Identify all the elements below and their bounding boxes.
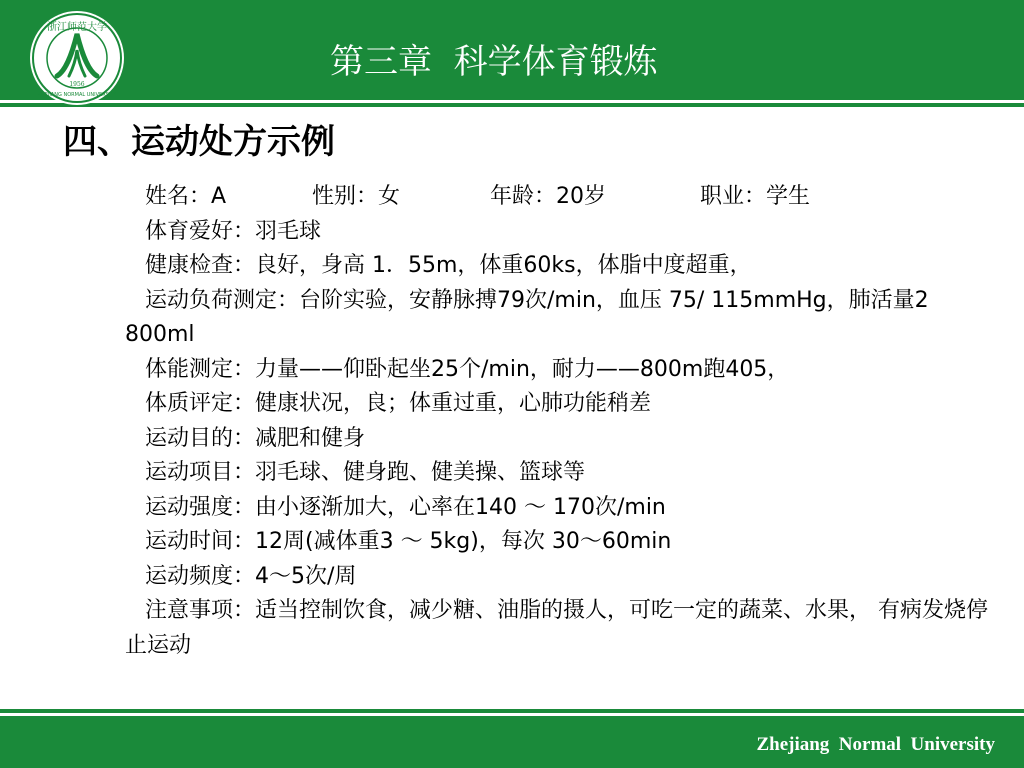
logo-chinese-text: 浙江师范大学	[47, 22, 107, 33]
section-heading: 四、运动处方示例	[63, 122, 335, 162]
line-purpose: 运动目的：减肥和健身	[145, 425, 366, 451]
slide-title: 第三章 科学体育锻炼	[330, 42, 658, 82]
line-hobby: 体育爱好：羽毛球	[145, 218, 322, 244]
line-frequency: 运动频度：4～5次/周	[145, 563, 357, 589]
line-fitness-test: 体能测定：力量——仰卧起坐25个/min，耐力——800m跑405，	[145, 356, 790, 382]
footer-university-name: Zhejiang Normal University	[756, 734, 995, 755]
line-health-check: 健康检查：良好，身高 1．55m，体重60ks，体脂中度超重，	[145, 253, 752, 278]
footer-divider	[0, 709, 1024, 713]
line-load-test: 运动负荷测定：台阶实验，安静脉搏79次/min，血压 75/ 115mmHg，肺活量2 800ml	[125, 287, 929, 347]
header-divider	[0, 103, 1024, 107]
prescription-content	[125, 180, 1005, 663]
university-logo-icon	[29, 10, 125, 106]
profile-name: 姓名：A	[145, 184, 227, 209]
profile-occupation: 职业：学生	[700, 184, 811, 209]
profile-age: 年龄：20岁	[490, 184, 606, 209]
logo-year-text: 1956	[69, 81, 85, 88]
line-constitution: 体质评定：健康状况，良；体重过重，心肺功能稍差	[145, 391, 652, 416]
line-duration: 运动时间：12周(减体重3 ～ 5kg)，每次 30～60min	[145, 529, 672, 554]
line-notes: 注意事项：适当控制饮食，减少糖、油脂的摄人，可吃一定的蔬菜、水果， 有病发烧停止运动	[125, 598, 988, 658]
line-activities: 运动项目：羽毛球、健身跑、健美操、篮球等	[145, 460, 586, 485]
profile-gender: 性别：女	[312, 184, 401, 209]
profile-row	[125, 180, 1005, 215]
logo-english-text: ZHEJIANG NORMAL UNIVERSITY	[37, 92, 117, 98]
line-intensity: 运动强度：由小逐渐加大，心率在140 ～ 170次/min	[145, 494, 666, 520]
